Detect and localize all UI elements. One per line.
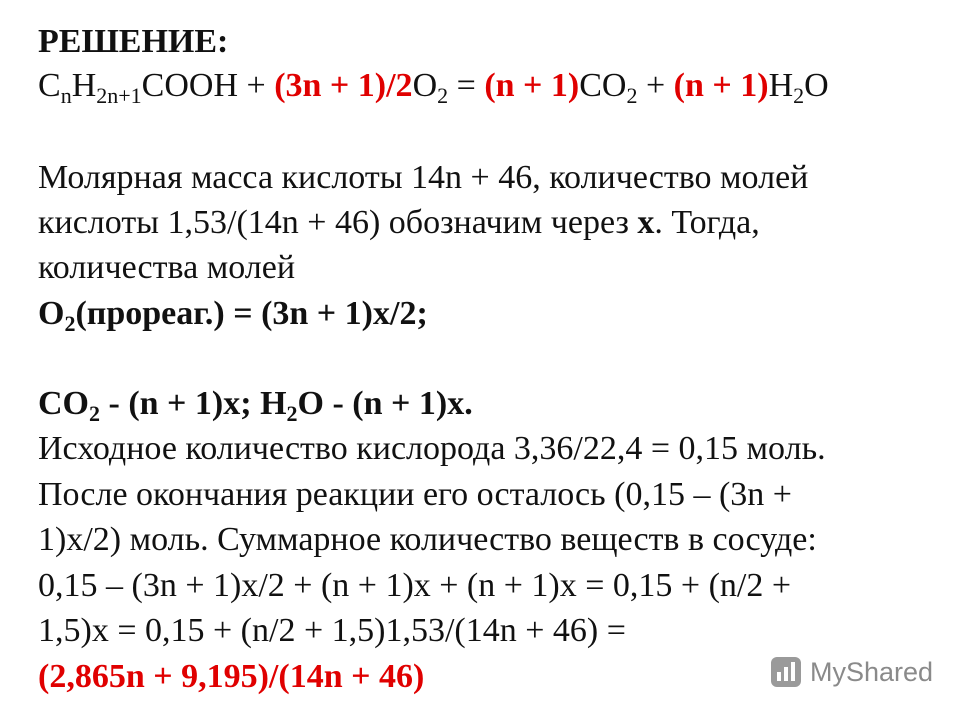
text-line-moles (38, 203, 760, 243)
watermark-text: MyShared (810, 656, 934, 687)
eq-hydrogen-subscript: 2n+1 (96, 83, 142, 108)
moles-text-end: . Тогда, (654, 204, 760, 241)
eq-oxygen-coefficient: (3n + 1)/2 (274, 67, 413, 104)
solution-heading: РЕШЕНИЕ: (38, 23, 229, 60)
eq-carbon-subscript: n (60, 83, 72, 108)
eq-water-subscript: 2 (793, 83, 805, 108)
eq-hydrogen: H (71, 67, 97, 104)
o2-symbol: O (38, 295, 65, 332)
text-line-sum-expression: 0,15 – (3n + 1)x/2 + (n + 1)x + (n + 1)x = 0,15 + (n/2 + (38, 567, 792, 604)
eq-co2-subscript: 2 (626, 83, 638, 108)
products-line (38, 384, 473, 424)
o2-subscript: 2 (64, 311, 76, 336)
eq-co2: CO (579, 67, 627, 104)
text-line-sum-result: 1,5)x = 0,15 + (n/2 + 1,5)1,53/(14n + 46) = (38, 612, 626, 649)
myshared-logo-icon (770, 656, 802, 688)
watermark (770, 652, 933, 692)
text-line-amounts: количества молей (38, 249, 296, 286)
eq-water-o: O (804, 67, 829, 104)
oxygen-reacted-expression: (прореаг.) = (3n + 1)x/2; (75, 295, 428, 332)
eq-co2-coefficient: (n + 1) (484, 67, 580, 104)
eq-equals: = (448, 67, 485, 104)
text-line-molar-mass: Молярная масса кислоты 14n + 46, количество молей (38, 159, 809, 196)
text-line-remaining: После окончания реакции его осталось (0,15 – (3n + (38, 476, 792, 513)
products-middle: - (n + 1)x; H (100, 385, 287, 422)
eq-carboxyl: COOH + (141, 67, 275, 104)
h2o-subscript: 2 (286, 401, 298, 426)
eq-plus: + (637, 67, 674, 104)
co2-subscript: 2 (89, 401, 100, 426)
products-end: O - (n + 1)x. (297, 385, 473, 422)
text-line-initial-oxygen: Исходное количество кислорода 3,36/22,4 = 0,15 моль. (38, 430, 826, 467)
final-result: (2,865n + 9,195)/(14n + 46) (38, 658, 425, 695)
variable-x: x (637, 204, 655, 241)
moles-text: кислоты 1,53/(14n + 46) обозначим через (38, 204, 638, 241)
eq-water-h: H (768, 67, 794, 104)
eq-oxygen-subscript: 2 (437, 83, 449, 108)
eq-water-coefficient: (n + 1) (673, 67, 769, 104)
reaction-equation (38, 66, 829, 106)
oxygen-reacted-line (38, 294, 428, 334)
co2-symbol: CO (38, 385, 89, 422)
eq-oxygen: O (412, 67, 438, 104)
text-line-total: 1)x/2) моль. Суммарное количество веществ в сосуде: (38, 521, 817, 558)
eq-carbon: C (38, 67, 61, 104)
